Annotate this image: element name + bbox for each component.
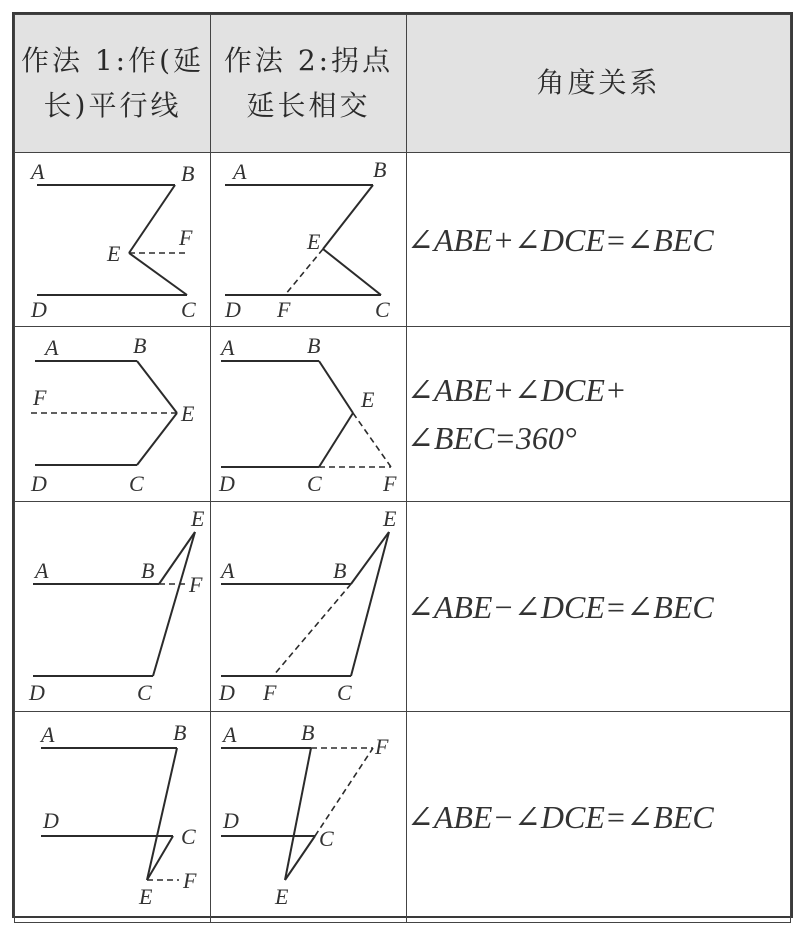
figure-method-1	[15, 502, 211, 712]
segment-be	[147, 748, 177, 880]
point-label-d: D	[225, 297, 241, 322]
header-method-2	[211, 15, 407, 153]
geometry-diagram	[211, 502, 407, 711]
extension-ef	[353, 413, 391, 467]
geometry-diagram	[15, 502, 211, 711]
segment-be	[351, 532, 389, 584]
figure-method-2	[211, 712, 407, 923]
point-label-f: F	[183, 868, 197, 893]
extension-bf	[273, 584, 351, 676]
header-method-2-line1: 作法 2:拐点	[223, 43, 394, 77]
angle-relation-cell	[407, 712, 791, 923]
point-label-b: B	[333, 558, 347, 583]
point-label-b: B	[181, 161, 195, 186]
point-label-c: C	[129, 471, 144, 496]
point-label-f: F	[277, 297, 291, 322]
point-label-c: C	[319, 826, 334, 851]
point-label-c: C	[375, 297, 390, 322]
segment-ec	[153, 532, 195, 676]
point-label-a: A	[35, 558, 49, 583]
point-label-d: D	[29, 680, 45, 705]
segment-ec	[147, 836, 173, 880]
point-label-d: D	[219, 680, 235, 705]
geometry-diagram	[211, 327, 407, 501]
point-label-a: A	[223, 722, 237, 747]
point-label-a: A	[221, 558, 235, 583]
header-method-2-line2: 延长相交	[246, 88, 371, 122]
point-label-e: E	[191, 506, 205, 531]
point-label-f: F	[179, 225, 193, 250]
point-label-f: F	[33, 385, 47, 410]
point-label-e: E	[307, 229, 321, 254]
segment-be	[137, 361, 177, 413]
header-method-1	[15, 15, 211, 153]
point-label-c: C	[181, 297, 196, 322]
extension-cf	[315, 748, 373, 836]
point-label-a: A	[41, 722, 55, 747]
point-label-a: A	[233, 159, 247, 184]
angle-relation-table	[14, 14, 791, 923]
angle-relation-cell	[407, 327, 791, 502]
segment-be	[319, 361, 353, 413]
table-row	[15, 327, 791, 502]
point-label-c: C	[137, 680, 152, 705]
figure-method-2	[211, 502, 407, 712]
point-label-e: E	[139, 884, 153, 909]
point-label-c: C	[181, 824, 196, 849]
angle-relation-text: ∠ABE−∠DCE=∠BEC	[407, 588, 714, 625]
point-label-d: D	[223, 808, 239, 833]
geometry-diagram	[15, 712, 211, 922]
angle-relation-cell	[407, 153, 791, 327]
point-label-b: B	[133, 333, 147, 358]
point-label-d: D	[31, 471, 47, 496]
segment-be	[323, 185, 373, 249]
point-label-e: E	[361, 387, 375, 412]
point-label-d: D	[31, 297, 47, 322]
segment-ec	[129, 253, 187, 295]
segment-ec	[137, 413, 177, 465]
header-method-1-line1: 作法 1:作(延	[20, 43, 205, 77]
figure-method-1	[15, 153, 211, 327]
angle-relation-text: ∠ABE−∠DCE=∠BEC	[407, 799, 714, 835]
point-label-e: E	[275, 884, 289, 909]
point-label-b: B	[173, 720, 187, 745]
point-label-b: B	[141, 558, 155, 583]
angle-relation-text: ∠ABE+∠DCE=∠BEC	[407, 221, 714, 258]
extension-ef	[285, 249, 323, 295]
point-label-d: D	[219, 471, 235, 496]
geometry-diagram	[211, 153, 407, 326]
point-label-a: A	[45, 335, 59, 360]
point-label-b: B	[373, 157, 387, 182]
table-row	[15, 502, 791, 712]
header-row	[15, 15, 791, 153]
figure-method-2	[211, 327, 407, 502]
angle-relation-cell	[407, 502, 791, 712]
segment-ec	[323, 249, 381, 295]
header-angle-relation-label: 角度关系	[536, 66, 661, 100]
point-label-c: C	[337, 680, 352, 705]
geometry-diagram	[211, 712, 407, 922]
table-row	[15, 153, 791, 327]
point-label-a: A	[221, 335, 235, 360]
figure-method-1	[15, 712, 211, 923]
point-label-f: F	[375, 734, 389, 759]
geometry-diagram	[15, 153, 211, 326]
point-label-f: F	[383, 471, 397, 496]
point-label-e: E	[181, 401, 195, 426]
segment-be	[129, 185, 175, 253]
angle-relation-table-frame	[12, 12, 793, 918]
point-label-b: B	[307, 333, 321, 358]
geometry-diagram	[15, 327, 211, 501]
point-label-a: A	[31, 159, 45, 184]
angle-relation-text-line2: ∠BEC=360°	[407, 420, 577, 456]
point-label-b: B	[301, 720, 315, 745]
figure-method-1	[15, 327, 211, 502]
point-label-f: F	[263, 680, 277, 705]
figure-method-2	[211, 153, 407, 327]
segment-ec	[319, 413, 353, 467]
header-method-1-line2: 长)平行线	[43, 88, 182, 122]
angle-relation-text-line1: ∠ABE+∠DCE+	[407, 372, 627, 408]
segment-ec	[351, 532, 389, 676]
point-label-e: E	[383, 506, 397, 531]
point-label-e: E	[107, 241, 121, 266]
table-row	[15, 712, 791, 923]
point-label-d: D	[43, 808, 59, 833]
header-angle-relation	[407, 15, 791, 153]
point-label-c: C	[307, 471, 322, 496]
point-label-f: F	[189, 572, 203, 597]
